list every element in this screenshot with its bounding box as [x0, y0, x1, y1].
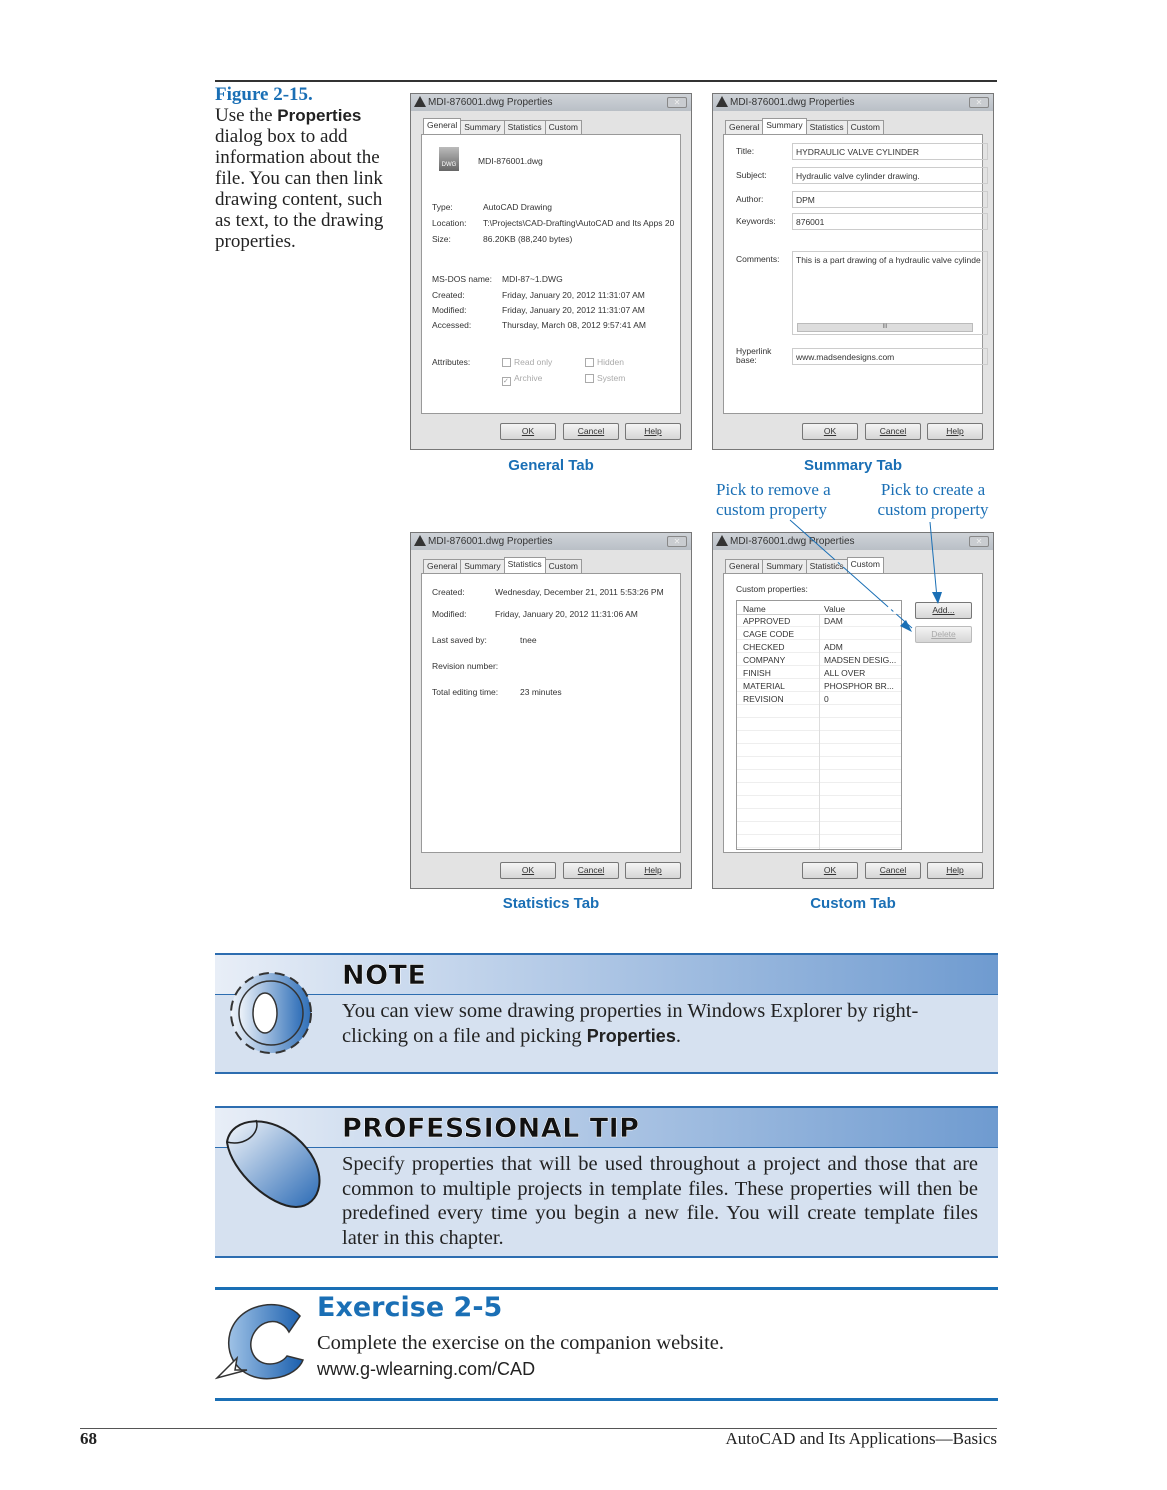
editing-time-label: Total editing time: [432, 687, 499, 697]
editing-time-value: 23 minutes [520, 687, 562, 697]
size-label: Size: [432, 234, 451, 244]
tab-custom[interactable]: Custom [545, 559, 582, 573]
archive-checkbox[interactable]: ✓ Archive [503, 373, 543, 385]
arrowhead [932, 592, 942, 604]
dialog-title: MDI-876001.dwg Properties [428, 536, 553, 547]
companion-website-icon [215, 1298, 310, 1386]
caption-bold: Properties [277, 106, 362, 125]
property-name: COMPANY [743, 655, 786, 665]
author-label: Author: [736, 194, 764, 204]
type-value: AutoCAD Drawing [483, 202, 552, 212]
annotation-remove: Pick to remove a custom property [716, 480, 831, 519]
caption-summary-tab: Summary Tab [803, 457, 903, 474]
dwg-file-icon: DWG [439, 147, 459, 171]
author-field[interactable]: DPM [792, 191, 988, 208]
created-label: Created: [432, 290, 465, 300]
property-name: MATERIAL [743, 681, 785, 691]
exercise-heading: Exercise 2-5 [317, 1292, 503, 1323]
hidden-checkbox[interactable]: Hidden [585, 357, 624, 367]
cancel-button[interactable]: Cancel [865, 862, 921, 879]
tab-summary[interactable]: Summary [460, 120, 504, 134]
title-field[interactable]: HYDRAULIC VALVE CYLINDER [792, 143, 988, 160]
close-button[interactable]: ✕ [969, 97, 989, 108]
exercise-top-rule [215, 1287, 998, 1290]
title-label: Title: [736, 146, 755, 156]
ok-button[interactable]: OK [802, 423, 858, 440]
cancel-button[interactable]: Cancel [563, 423, 619, 440]
modified-label: Modified: [432, 609, 467, 619]
tab-custom[interactable]: Custom [847, 120, 884, 134]
arrow-to-add [930, 522, 937, 598]
tip-text: Specify properties that will be used throughout a project and those that are common to multiple projects in template files. These properties will then be predefined every time you begin a new file. You will create template files later in this chapter. [342, 1153, 978, 1249]
type-label: Type: [432, 202, 453, 212]
dialog-title: MDI-876001.dwg Properties [730, 97, 855, 108]
help-button[interactable]: Help [927, 862, 983, 879]
readonly-checkbox[interactable]: Read only [502, 357, 552, 367]
exercise-text: Complete the exercise on the companion website. [317, 1332, 725, 1354]
property-name: CHECKED [743, 642, 785, 652]
subject-field[interactable]: Hydraulic valve cylinder drawing. [792, 167, 988, 184]
close-button[interactable]: ✕ [667, 536, 687, 547]
help-button[interactable]: Help [625, 862, 681, 879]
accessed-label: Accessed: [432, 320, 472, 330]
cancel-button[interactable]: Cancel [563, 862, 619, 879]
tab-general[interactable]: General [725, 559, 763, 573]
property-name: FINISH [743, 668, 771, 678]
keywords-label: Keywords: [736, 216, 776, 226]
property-name: REVISION [743, 694, 784, 704]
ok-button[interactable]: OK [500, 423, 556, 440]
horizontal-scrollbar[interactable]: III [797, 323, 973, 332]
dialog-title: MDI-876001.dwg Properties [730, 536, 855, 547]
created-value: Friday, January 20, 2012 11:31:07 AM [502, 290, 645, 300]
close-button[interactable]: ✕ [667, 97, 687, 108]
tab-summary[interactable]: Summary [762, 118, 806, 134]
tab-custom[interactable]: Custom [545, 120, 582, 134]
gear-icon [221, 961, 321, 1067]
filename: MDI-876001.dwg [478, 156, 543, 166]
tab-custom[interactable]: Custom [847, 557, 884, 573]
attributes-label: Attributes: [432, 357, 471, 367]
modified-value: Friday, January 20, 2012 11:31:07 AM [502, 305, 645, 315]
column-value: Value [824, 604, 846, 614]
comments-text: This is a part drawing of a hydraulic valve cylinde [796, 255, 981, 265]
tab-statistics[interactable]: Statistics [806, 559, 848, 573]
annotation-create: Pick to create a custom property [877, 480, 989, 519]
tab-general[interactable]: General [725, 120, 763, 134]
professional-tip-box [215, 1106, 998, 1258]
ok-button[interactable]: OK [802, 862, 858, 879]
accessed-value: Thursday, March 08, 2012 9:57:41 AM [502, 320, 646, 330]
tab-general[interactable]: General [423, 559, 461, 573]
ok-button[interactable]: OK [500, 862, 556, 879]
comments-label: Comments: [736, 254, 780, 264]
note-box [215, 953, 998, 1074]
book-title: AutoCAD and Its Applications—Basics [725, 1429, 997, 1448]
add-button[interactable]: Add... [915, 602, 972, 619]
size-value: 86.20KB (88,240 bytes) [483, 234, 573, 244]
subject-label: Subject: [736, 170, 767, 180]
exercise-url-link[interactable]: www.g-wlearning.com/CAD [317, 1359, 536, 1379]
note-text: You can view some drawing properties in Windows Explorer by right-clicking on a file and picking Properties. [342, 1000, 919, 1047]
caption-custom-tab: Custom Tab [810, 895, 896, 912]
help-button[interactable]: Help [927, 423, 983, 440]
tab-general[interactable]: General [423, 118, 461, 134]
property-name: CAGE CODE [743, 629, 795, 639]
exercise-bottom-rule [215, 1398, 998, 1401]
property-value: MADSEN DESIG... [824, 655, 897, 665]
note-heading: NOTE [342, 960, 427, 991]
page-number: 68 [80, 1429, 97, 1448]
dialog-title: MDI-876001.dwg Properties [428, 97, 553, 108]
last-saved-value: tnee [520, 635, 537, 645]
created-value: Wednesday, December 21, 2011 5:53:26 PM [495, 587, 664, 597]
caption-statistics-tab: Statistics Tab [502, 895, 600, 912]
hyperlink-field[interactable]: www.madsendesigns.com [792, 348, 988, 365]
property-name: APPROVED [743, 616, 791, 626]
property-value: ALL OVER [824, 668, 866, 678]
caption-text: dialog box to add information about the file. You can then link drawing content, such as text, to the drawing properties. [215, 126, 384, 252]
modified-label: Modified: [432, 305, 467, 315]
tab-statistics[interactable]: Statistics [504, 120, 546, 134]
keywords-field[interactable]: 876001 [792, 213, 988, 230]
msdos-label: MS-DOS name: [432, 274, 492, 284]
tab-statistics[interactable]: Statistics [806, 120, 848, 134]
mouse-icon [221, 1112, 331, 1212]
close-button[interactable]: ✕ [969, 536, 989, 547]
revision-label: Revision number: [432, 661, 499, 671]
property-value: ADM [824, 642, 843, 652]
location-value: T:\Projects\CAD-Drafting\AutoCAD and Its Apps 20 [483, 218, 675, 228]
custom-properties-label: Custom properties: [736, 584, 808, 594]
tip-heading: PROFESSIONAL TIP [342, 1113, 640, 1144]
tab-summary[interactable]: Summary [762, 559, 806, 573]
created-label: Created: [432, 587, 465, 597]
system-checkbox[interactable]: System [585, 373, 625, 383]
tab-summary[interactable]: Summary [460, 559, 504, 573]
delete-button[interactable]: Delete [915, 626, 972, 643]
column-name: Name [743, 604, 766, 614]
property-value: 0 [824, 694, 829, 704]
caption-general-tab: General Tab [508, 457, 594, 474]
callout-arrows [0, 0, 1167, 700]
modified-value: Friday, January 20, 2012 11:31:06 AM [495, 609, 638, 619]
location-label: Location: [432, 218, 467, 228]
caption-text: Use the [215, 105, 278, 126]
arrow-to-delete [790, 520, 912, 628]
tab-statistics[interactable]: Statistics [504, 557, 546, 573]
last-saved-label: Last saved by: [432, 635, 487, 645]
property-value: PHOSPHOR BR... [824, 681, 894, 691]
cancel-button[interactable]: Cancel [865, 423, 921, 440]
msdos-value: MDI-87~1.DWG [502, 274, 563, 284]
property-value: DAM [824, 616, 843, 626]
help-button[interactable]: Help [625, 423, 681, 440]
figure-label: Figure 2-15. [215, 84, 313, 105]
hyperlink-label: Hyperlink base: [736, 346, 772, 365]
